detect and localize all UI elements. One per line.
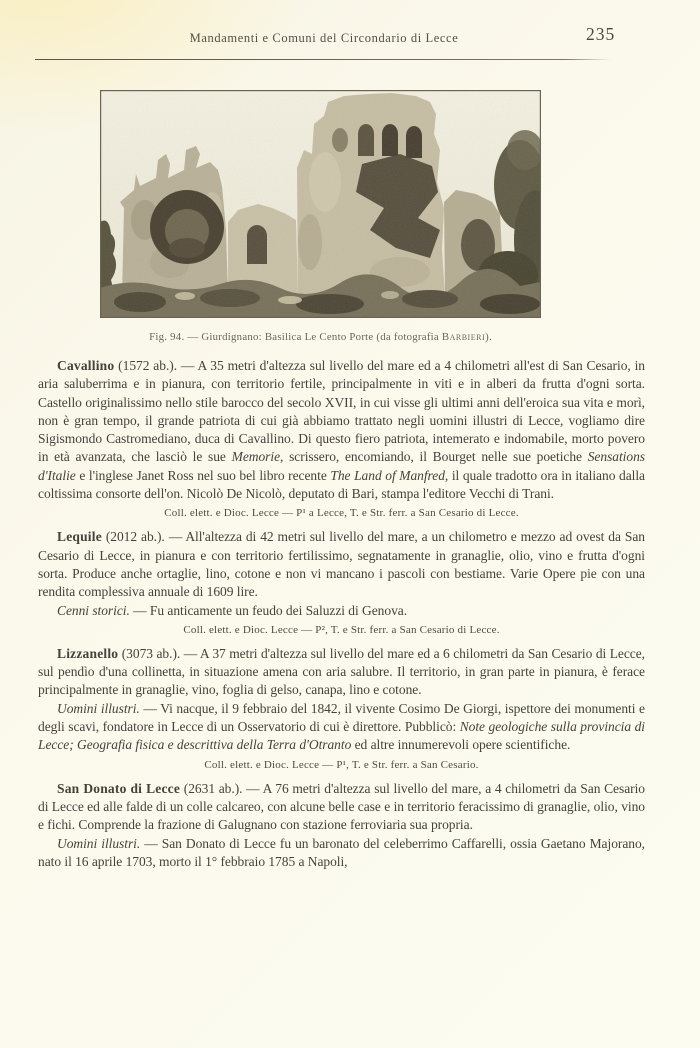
entry-paragraph bbox=[38, 645, 645, 700]
text-segment: Uomini illustri. bbox=[57, 700, 140, 716]
coll-line: Coll. elett. e Dioc. Lecce — P², T. e Str. ferr. a San Cesario di Lecce. bbox=[183, 623, 500, 636]
text-segment: Sensations d'Italie bbox=[38, 449, 645, 483]
text-segment: ). bbox=[485, 331, 492, 343]
entry-paragraph bbox=[38, 780, 645, 835]
text-segment: The Land of Manfred bbox=[330, 467, 445, 483]
text-segment: (3073 ab.). — A 37 metri d'altezza sul livello del mare ed a 6 chilometri da San Cesario di Lecce, sul pendìo d'una collinetta, in situazione amena con aria salubre. Il territorio, in gran parte in pianura, è ferace principalmente in granaglie, vino, foglia di gelso, canapa, lino e cotone. bbox=[38, 645, 645, 698]
entry-paragraph bbox=[38, 528, 645, 601]
text-column bbox=[38, 357, 645, 871]
text-segment: ed altre innumerevoli opere scientifiche. bbox=[351, 737, 571, 753]
figure-caption bbox=[100, 331, 541, 343]
text-segment: Lizzanello bbox=[57, 645, 119, 661]
page-number: 235 bbox=[586, 24, 616, 44]
text-segment: Note geologiche sulla provincia di Lecce; Geografia fisica e descrittiva della Terra d'Otranto bbox=[38, 719, 645, 753]
entry-paragraph bbox=[38, 835, 645, 872]
text-segment: Memorie bbox=[231, 449, 281, 465]
header-rule bbox=[35, 59, 611, 60]
text-segment: , scrissero, encomiando, il Bourget nelle sue poetiche bbox=[280, 449, 588, 465]
coll-line: Coll. elett. e Dioc. Lecce — P¹ a Lecce, T. e Str. ferr. a San Cesario di Lecce. bbox=[164, 507, 519, 520]
entry-paragraph bbox=[38, 602, 645, 620]
text-segment: — Vi nacque, il 9 febbraio del 1842, il vivente Cosimo De Giorgi, ispettore dei monumenti e degli scavi, fondatore in Lecce di un Osservatorio di cui è direttore. Pubblicò: bbox=[38, 700, 646, 735]
text-segment: Cavallino bbox=[57, 358, 115, 373]
figure-basilica-photo bbox=[100, 90, 541, 343]
entry-san-donato-di-lecce bbox=[38, 780, 645, 871]
text-segment: (2012 ab.). — All'altezza di 42 metri sul livello del mare, a un chilometro e mezzo ad ovest da San Cesario di Lecce, in pianura e con territorio fertilissimo, segnatamente in granaglie, olio, vino e frutta d'ogni sorta. Produce anche ortaglie, lino, cotone e non vi mancano i pascoli con bestiame. Varie Opere pie con una rendita complessiva annuale di 1609 lire. bbox=[38, 529, 645, 600]
text-segment: e l'inglese Janet Ross nel suo bel libro recente bbox=[75, 467, 331, 483]
entry-paragraph bbox=[38, 700, 645, 755]
text-segment: — Fu anticamente un feudo dei Saluzzi di Genova. bbox=[129, 602, 408, 618]
text-segment: Lequile bbox=[57, 529, 102, 545]
running-header-title: Mandamenti e Comuni del Circondario di Lecce bbox=[189, 31, 459, 45]
text-segment: (2631 ab.). — A 76 metri d'altezza sul livello del mare, a 4 chilometri da San Cesario di Lecce ed alle falde di un colle calcareo, con alcune belle case e in territorio feracissimo di granaglie, olio, vino e fichi. Comprende la frazione di Galugnano con stazione ferroviaria sua propria. bbox=[38, 780, 645, 833]
entry-cavallino bbox=[38, 357, 645, 521]
ruins-photo bbox=[100, 90, 541, 318]
text-segment: San Donato di Lecce bbox=[57, 780, 181, 796]
entry-paragraph bbox=[38, 357, 645, 503]
entry-lizzanello bbox=[38, 645, 645, 773]
text-segment: Fig. 94. — Giurdignano: Basilica Le Cento Porte (da fotografia bbox=[149, 331, 442, 343]
entry-lequile bbox=[38, 528, 645, 637]
text-segment: — San Donato di Lecce fu un baronato del celeberrimo Caffarelli, ossia Gaetano Majorano, nato il 16 aprile 1703, morto il 1° febbraio 1785 a Napoli, bbox=[38, 835, 646, 869]
text-segment: Uomini illustri. bbox=[57, 835, 141, 851]
text-segment: Barbieri bbox=[441, 331, 486, 343]
text-segment: Cenni storici. bbox=[57, 602, 130, 618]
text-segment: (1572 ab.). — A 35 metri d'altezza sul livello del mare ed a 4 chilometri all'est di San Cesario, in aria saluberrima e in pianura, con territorio fertile, principalmente in viti e in alberi da frutta d'ogni sorta. Castello originalissimo nello stile barocco del secolo XVII, in cui visse gli ultimi anni dell'eroica sua vita e morì, non è gran tempo, il grande patriota di cui già abbiamo trattato negli uomini illustri di Lecce, vogliamo dire Sigismondo Castromediano, duca di Cavallino. Di questo fiero patriota, intemerato e indomabile, morto povero in età avanzata, che lasciò le sue bbox=[38, 358, 645, 465]
text-segment: , il quale tradotto ora in italiano dalla coltissima consorte dell'on. Nicolò De Nicolò, deputato di Bari, stampa l'editore Vecchi di Trani. bbox=[38, 467, 645, 502]
coll-line: Coll. elett. e Dioc. Lecce — P¹, T. e Str. ferr. a San Cesario. bbox=[204, 758, 479, 771]
